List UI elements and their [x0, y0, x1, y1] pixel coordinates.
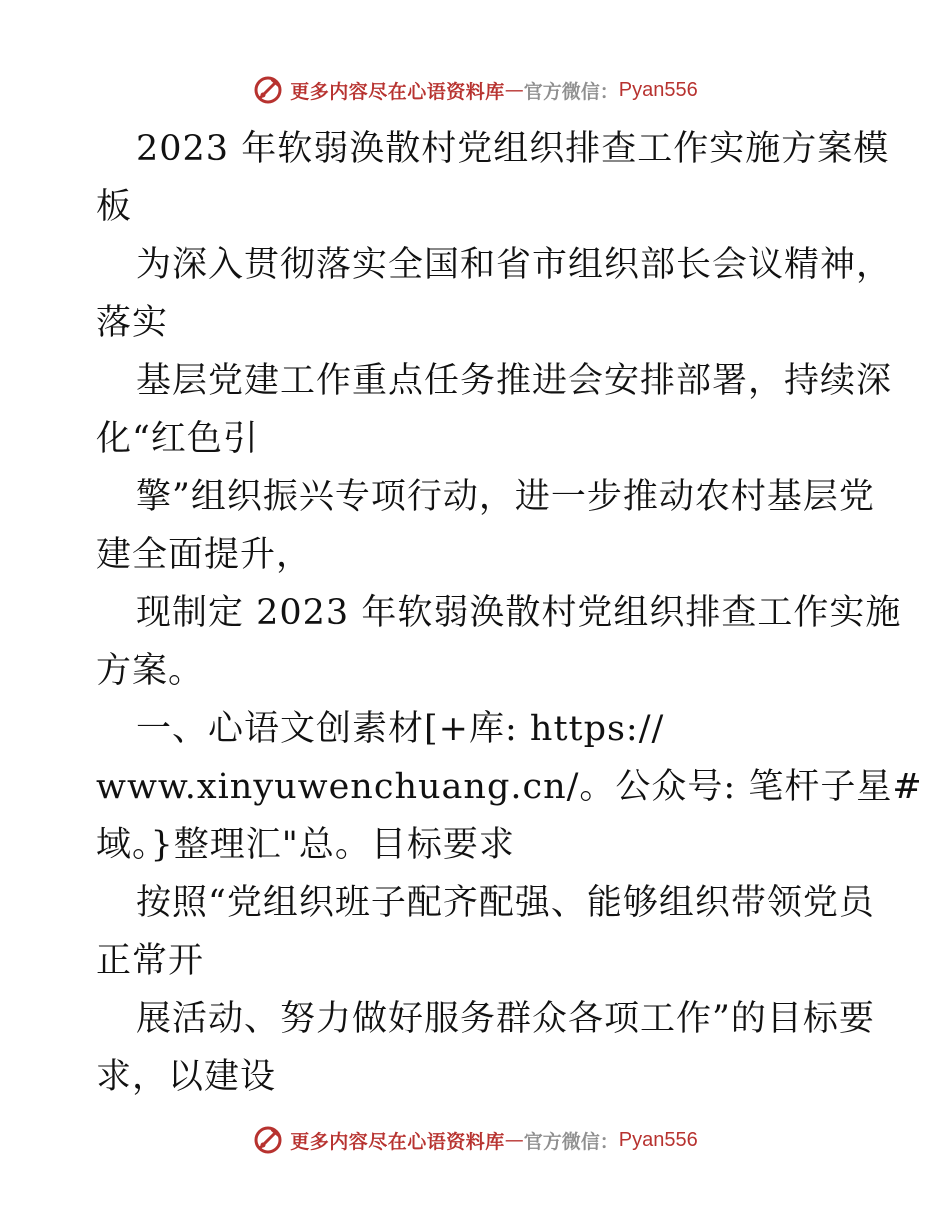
paragraph-line: 基层党建工作重点任务推进会安排部署，持续深 [136, 361, 893, 401]
watermark-wechat-id: Pyan556 [618, 78, 698, 101]
section-heading-line: 域。}整理汇"总。目标要求 [96, 825, 515, 865]
watermark-dash: — [504, 79, 524, 101]
section-heading-line: www.xinyuwenchuang.cn/。公众号: 笔杆子星# [96, 767, 923, 807]
paragraph-line: 求，以建设 [96, 1057, 277, 1097]
watermark-library-text: 更多内容尽在心语资料库 [290, 1130, 505, 1153]
pen-logo-icon [252, 74, 284, 106]
title-line-1: 2023 年软弱涣散村党组织排查工作实施方案模 [136, 129, 890, 169]
watermark-library-text: 更多内容尽在心语资料库 [290, 80, 505, 103]
paragraph-line: 方案。 [96, 651, 205, 691]
document-body [96, 120, 923, 1106]
pen-logo-icon [252, 1124, 284, 1156]
watermark-wechat-label: 官方微信： [523, 1130, 619, 1153]
paragraph-line: 正常开 [96, 941, 205, 981]
paragraph-line: 化“红色引 [96, 419, 259, 459]
title-line-2: 板 [96, 187, 133, 227]
watermark-wechat-id: Pyan556 [618, 1128, 698, 1151]
header-watermark [0, 70, 950, 110]
paragraph-line: 擎”组织振兴专项行动，进一步推动农村基层党 [136, 477, 875, 517]
paragraph-line: 现制定 2023 年软弱涣散村党组织排查工作实施 [136, 593, 902, 633]
paragraph-line: 按照“党组织班子配齐配强、能够组织带领党员 [136, 883, 875, 923]
paragraph-line: 为深入贯彻落实全国和省市组织部长会议精神， [136, 245, 893, 285]
watermark-dash: — [504, 1129, 524, 1151]
paragraph-line: 落实 [96, 303, 169, 343]
footer-watermark [0, 1120, 950, 1160]
paragraph-line: 建全面提升， [96, 535, 313, 575]
watermark-wechat-label: 官方微信： [523, 80, 619, 103]
paragraph-line: 展活动、努力做好服务群众各项工作”的目标要 [136, 999, 875, 1039]
section-heading-line: 一、心语文创素材[+库: https:// [136, 709, 665, 749]
